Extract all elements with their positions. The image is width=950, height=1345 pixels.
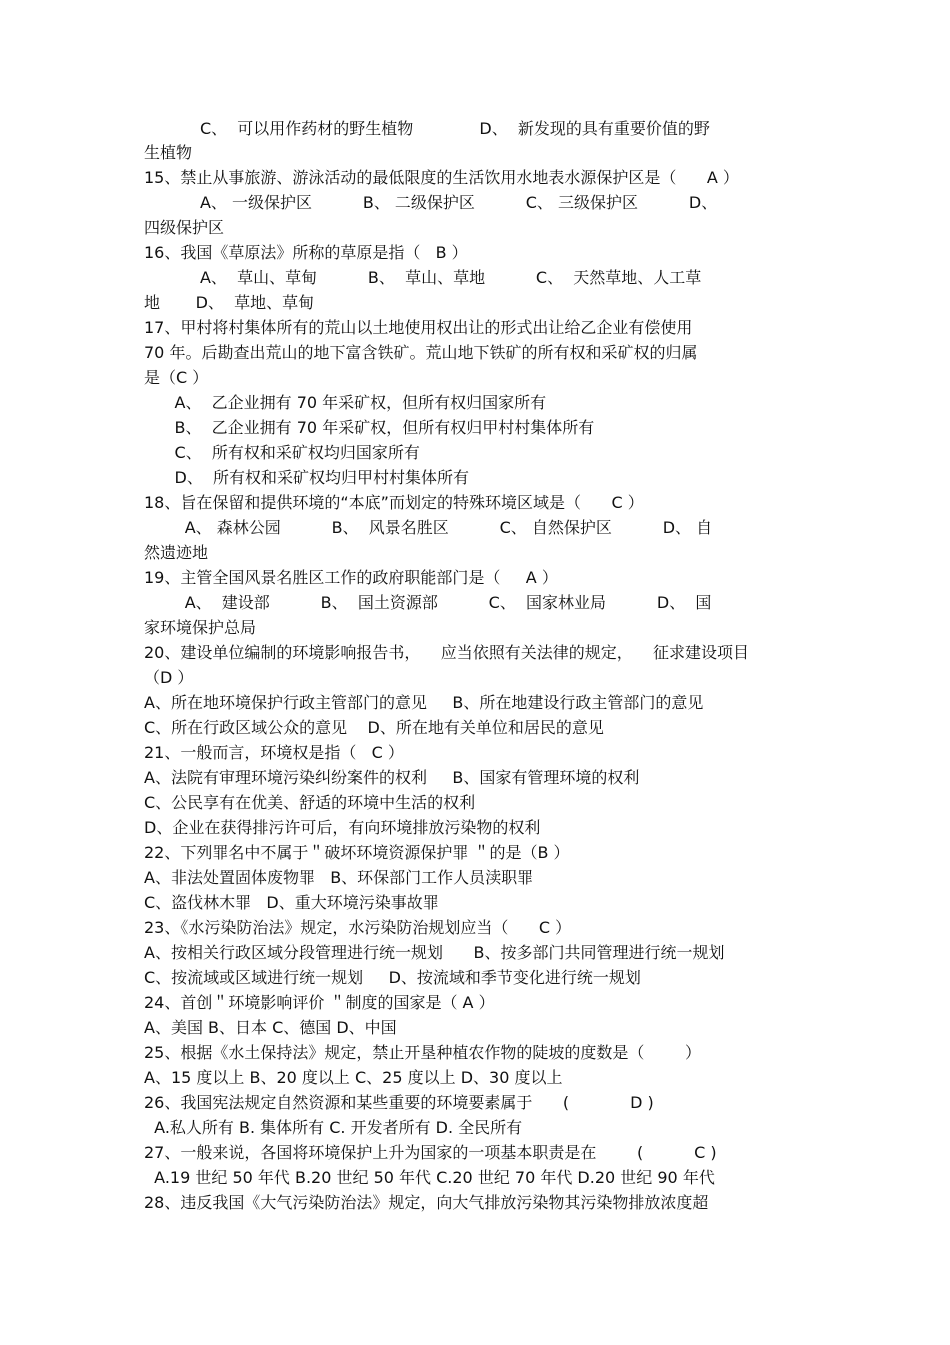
text-line: 27、一般来说，各国将环境保护上升为国家的一项基本职责是在 ( C ) <box>144 1143 717 1162</box>
text-line: 20、建设单位编制的环境影响报告书， 应当依照有关法律的规定， 征求建设项目 <box>144 643 750 662</box>
text-line: D、 所有权和采矿权均归甲村村集体所有 <box>144 468 470 487</box>
text-line: 然遗迹地 <box>144 543 209 562</box>
text-line: 28、违反我国《大气污染防治法》规定，向大气排放污染物其污染物排放浓度超 <box>144 1193 709 1212</box>
text-line: 是（C ） <box>144 368 209 387</box>
text-line: 四级保护区 <box>144 218 225 237</box>
text-line: A.私人所有 B. 集体所有 C. 开发者所有 D. 全民所有 <box>144 1118 523 1137</box>
text-line: 24、首创＂环境影响评价 ＂制度的国家是（ A ） <box>144 993 495 1012</box>
text-line: D、企业在获得排污许可后，有向环境排放污染物的权利 <box>144 818 541 837</box>
text-line: A、所在地环境保护行政主管部门的意见 B、所在地建设行政主管部门的意见 <box>144 693 704 712</box>
text-line: 21、一般而言，环境权是指（ C ） <box>144 743 404 762</box>
text-line: 生植物 <box>144 143 193 162</box>
text-line: A、按相关行政区域分段管理进行统一规划 B、按多部门共同管理进行统一规划 <box>144 943 725 962</box>
text-line: A、 草山、草甸 B、 草山、草地 C、 天然草地、人工草 <box>144 268 702 287</box>
text-line: 23、《水污染防治法》规定，水污染防治规划应当（ C ） <box>144 918 572 937</box>
text-line: 17、甲村将村集体所有的荒山以土地使用权出让的形式出让给乙企业有偿使用 <box>144 318 693 337</box>
text-line: A、美国 B、日本 C、德国 D、中国 <box>144 1018 397 1037</box>
text-line: 15、禁止从事旅游、游泳活动的最低限度的生活饮用水地表水源保护区是（ A ） <box>144 168 739 187</box>
text-line: 家环境保护总局 <box>144 618 257 637</box>
text-line: 16、我国《草原法》所称的草原是指（ B ） <box>144 243 468 262</box>
text-line: 26、我国宪法规定自然资源和某些重要的环境要素属于 ( D ) <box>144 1093 654 1112</box>
text-line: A、非法处置固体废物罪 B、环保部门工作人员渎职罪 <box>144 868 534 887</box>
text-line: 22、下列罪名中不属于＂破坏环境资源保护罪 ＂的是（B ） <box>144 843 570 862</box>
text-line: A、 乙企业拥有 70 年采矿权，但所有权归国家所有 <box>144 393 547 412</box>
text-line: C、所在行政区域公众的意见 D、所在地有关单位和居民的意见 <box>144 718 604 737</box>
text-line: 70 年。后勘查出荒山的地下富含铁矿。荒山地下铁矿的所有权和采矿权的归属 <box>144 343 698 362</box>
text-line: 18、旨在保留和提供环境的“本底”而划定的特殊环境区域是（ C ） <box>144 493 644 512</box>
text-line: A、 建设部 B、 国土资源部 C、 国家林业局 D、 国 <box>144 593 712 612</box>
text-line: B、 乙企业拥有 70 年采矿权，但所有权归甲村村集体所有 <box>144 418 595 437</box>
text-line: C、 所有权和采矿权均归国家所有 <box>144 443 420 462</box>
text-line: A.19 世纪 50 年代 B.20 世纪 50 年代 C.20 世纪 70 年代 D.20 世纪 90 年代 <box>144 1168 715 1187</box>
text-line: 19、主管全国风景名胜区工作的政府职能部门是（ A ） <box>144 568 558 587</box>
text-line: A、 森林公园 B、 风景名胜区 C、 自然保护区 D、 自 <box>144 518 713 537</box>
text-line: 地 D、 草地、草甸 <box>144 293 315 312</box>
text-line: A、15 度以上 B、20 度以上 C、25 度以上 D、30 度以上 <box>144 1068 563 1087</box>
text-line: A、法院有审理环境污染纠纷案件的权利 B、国家有管理环境的权利 <box>144 768 640 787</box>
text-line: C、盗伐林木罪 D、重大环境污染事故罪 <box>144 893 439 912</box>
text-line: C、 可以用作药材的野生植物 D、 新发现的具有重要价值的野 <box>144 119 710 138</box>
text-line: 25、根据《水土保持法》规定，禁止开垦种植农作物的陡坡的度数是（ ） <box>144 1043 702 1062</box>
text-line: （D ） <box>144 668 194 687</box>
text-line: A、 一级保护区 B、 二级保护区 C、 三级保护区 D、 <box>144 193 718 212</box>
text-line: C、按流域或区域进行统一规划 D、按流域和季节变化进行统一规划 <box>144 968 641 987</box>
text-line: C、公民享有在优美、舒适的环境中生活的权利 <box>144 793 476 812</box>
